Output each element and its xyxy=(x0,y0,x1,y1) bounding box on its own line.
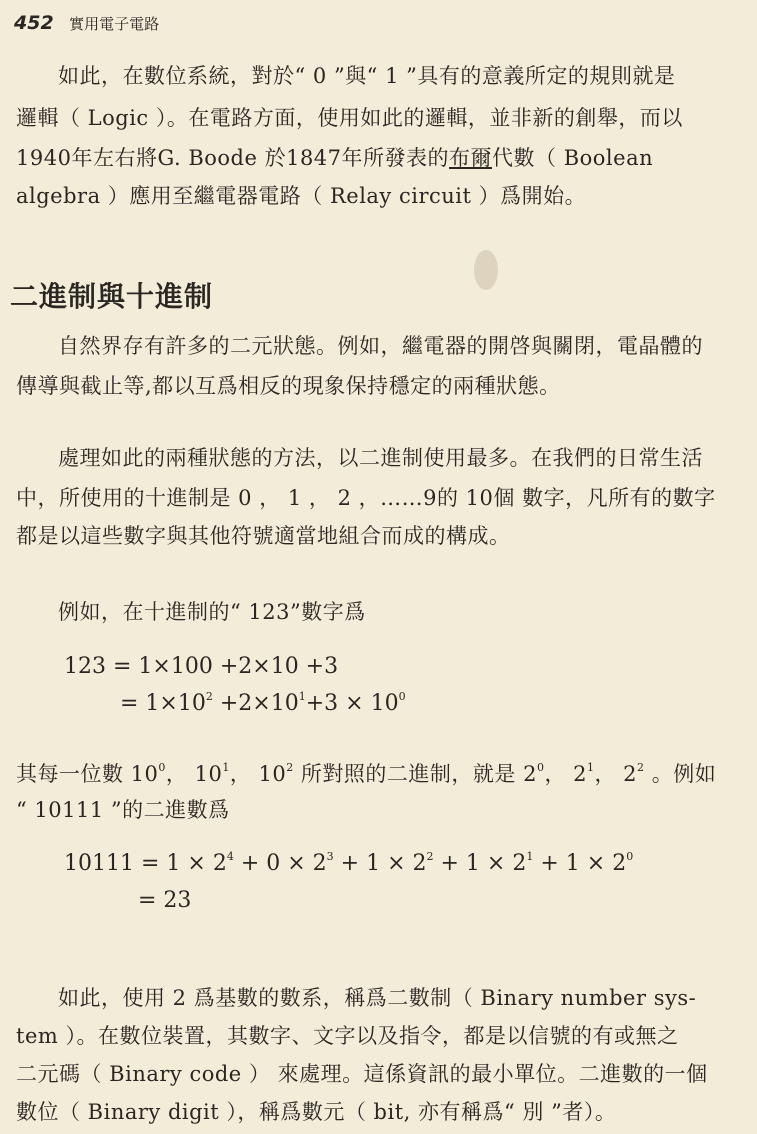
equation-123-line2: = $1\times 10^2 +2\times 10^1+3 \times 10^0$ xyxy=(120,690,406,716)
page-number: 452 xyxy=(14,12,54,34)
paragraph1-line3: 1940年左右將G. Boode 於1847年所發表的布爾代數（ Boolean xyxy=(16,146,654,170)
paragraph1-line2: 邏輯（ Logic ）。在電路方面，使用如此的邏輯，並非新的創舉，而以 xyxy=(16,106,683,130)
paragraph2-line1: 自然界存有許多的二元狀態。例如，繼電器的開啓與關閉，電晶體的 xyxy=(58,334,703,358)
paragraph4-line1: 其每一位數 $10^0$， $10^1$， $10^2$ 所對照的二進制，就是 $2^0$， $2^1$， $2^2$ 。例如 xyxy=(16,761,717,786)
paragraph3-line3: 都是以這些數字與其他符號適當地組合而成的構成。 xyxy=(16,524,511,548)
paragraph3-line1: 處理如此的兩種狀態的方法，以二進制使用最多。在我們的日常生活 xyxy=(58,446,703,470)
paragraph3-line2: 中，所使用的十進制是 0 ， 1 ， 2 ，……9的 10個 數字，凡所有的數字 xyxy=(16,486,716,510)
paragraph2-line2: 傳導與截止等,都以互爲相反的現象保持穩定的兩種狀態。 xyxy=(16,374,561,398)
equation-10111-line2: = 23 xyxy=(138,888,192,913)
paper-stain xyxy=(474,250,498,290)
equation-10111-line1: $10111 = 1 \times 2^4 + 0 \times 2^3 + 1 \times 2^2 + 1 \times 2^1 + 1 \times 2^0$ xyxy=(64,850,634,876)
paragraph1-line4: algebra ）應用至繼電器電路（ Relay circuit ）爲開始。 xyxy=(16,184,587,208)
paragraph5-line2: tem ）。在數位裝置，其數字、文字以及指令，都是以信號的有或無之 xyxy=(16,1024,679,1048)
paragraph4-line2: “ 10111 ”的二進數爲 xyxy=(16,798,230,822)
equation-123-line1: 123 = 1×100 +2×10 +3 xyxy=(64,654,339,679)
example1-intro: 例如，在十進制的“ 123”數字爲 xyxy=(58,600,366,624)
underlined-term: 布爾 xyxy=(449,146,493,170)
paragraph5-line3: 二元碼（ Binary code ） 來處理。這係資訊的最小單位。二進數的一個 xyxy=(16,1062,708,1086)
paragraph1-line1: 如此，在數位系統，對於“ 0 ”與“ 1 ”具有的意義所定的規則就是 xyxy=(58,64,676,88)
book-title: 實用電子電路 xyxy=(69,15,160,33)
page-header xyxy=(14,12,159,34)
paragraph5-line1: 如此，使用 2 爲基數的數系，稱爲二數制（ Binary number sys- xyxy=(58,986,697,1010)
section-heading: 二進制與十進制 xyxy=(10,280,214,313)
paragraph5-line4: 數位（ Binary digit ），稱爲數元（ bit, 亦有稱爲“ 別 ”者）。 xyxy=(16,1100,617,1124)
